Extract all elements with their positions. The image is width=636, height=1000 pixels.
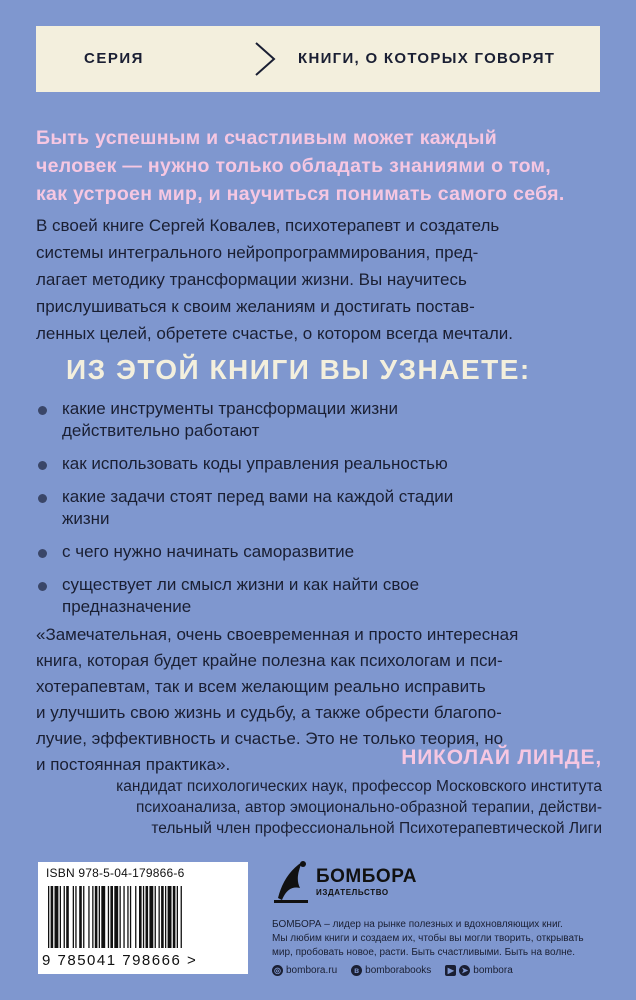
- intro-line: прислушиваться к своим желаниям и достигать постав-: [36, 297, 475, 316]
- intro-line: лагает методику трансформации жизни. Вы научитесь: [36, 270, 467, 289]
- list-item: [36, 398, 606, 442]
- bio-line: психоанализа, автор эмоционально-образной терапии, действи-: [136, 799, 602, 816]
- publisher-line: БОМБОРА – лидер на рынке полезных и вдохновляющих книг.: [272, 919, 563, 930]
- intro-line: ленных целей, обретете счастье, о котором всегда мечтали.: [36, 324, 514, 343]
- publisher-line: Мы любим книги и создаем их, чтобы вы могли творить, открывать: [272, 933, 584, 944]
- lead-paragraph: [36, 124, 606, 208]
- vk-icon: в: [351, 965, 362, 976]
- quote-line: лучие, эффективность и счастье. Это не только теория, но: [36, 729, 504, 748]
- publisher-logo: [272, 858, 432, 908]
- publisher-subtitle: ИЗДАТЕЛЬСТВО: [316, 888, 389, 897]
- series-name: КНИГИ, О КОТОРЫХ ГОВОРЯТ: [298, 50, 556, 67]
- list-item-line: как использовать коды управления реальностью: [62, 454, 448, 473]
- list-item: [36, 453, 606, 475]
- barcode-icon: [46, 886, 240, 948]
- lead-line: человек — нужно только обладать знаниями о том,: [36, 155, 551, 177]
- intro-paragraph: [36, 212, 606, 347]
- social-text: bombora: [473, 964, 513, 976]
- quote-line: хотерапевтам, так и всем желающим реально исправить: [36, 677, 486, 696]
- quote-line: книга, которая будет крайне полезна как психологам и пси-: [36, 651, 503, 670]
- youtube-icon: ▶: [445, 965, 456, 976]
- telegram-icon: ➤: [459, 965, 470, 976]
- learn-heading: ИЗ ЭТОЙ КНИГИ ВЫ УЗНАЕТЕ:: [66, 354, 531, 385]
- list-item-line: какие инструменты трансформации жизни: [62, 399, 398, 418]
- bio-line: тельный член профессиональной Психотерапевтической Лиги: [151, 820, 602, 837]
- lead-line: Быть успешным и счастливым может каждый: [36, 127, 497, 149]
- list-item-line: с чего нужно начинать саморазвитие: [62, 542, 355, 561]
- chevron-right-icon: [244, 39, 284, 79]
- bombora-logo-icon: [272, 858, 312, 904]
- learn-list: [36, 398, 606, 629]
- social-links: [272, 962, 527, 978]
- list-item: [36, 541, 606, 563]
- review-author-bio: [32, 776, 602, 839]
- lead-line: как устроен мир, и научиться понимать самого себя.: [36, 183, 565, 205]
- social-link-vk[interactable]: [351, 965, 431, 976]
- barcode-digits: 9 785041 798666 >: [42, 952, 198, 969]
- list-item-line: существует ли смысл жизни и как найти свое: [62, 575, 420, 594]
- instagram-icon: ◎: [272, 965, 283, 976]
- list-item-line: действительно работают: [62, 421, 260, 440]
- bio-line: кандидат психологических наук, профессор Московского института: [116, 778, 602, 795]
- quote-line: и улучшить свою жизнь и судьбу, а также обрести благопо-: [36, 703, 502, 722]
- publisher-name: БОМБОРА: [316, 866, 417, 887]
- publisher-line: мир, пробовать новое, расти. Быть счастливыми. Быть на волне.: [272, 947, 576, 958]
- social-text: bombora.ru: [286, 964, 338, 976]
- social-link-bombora[interactable]: [445, 965, 512, 976]
- social-text: bomborabooks: [365, 964, 432, 976]
- series-band: [36, 26, 600, 92]
- list-item-line: какие задачи стоят перед вами на каждой стадии: [62, 487, 454, 506]
- list-item-line: предназначение: [62, 597, 192, 616]
- list-item: [36, 574, 606, 618]
- list-item-line: жизни: [62, 509, 110, 528]
- intro-line: В своей книге Сергей Ковалев, психотерапевт и создатель: [36, 216, 500, 235]
- publisher-description: [272, 918, 612, 960]
- barcode-box: [38, 862, 248, 974]
- intro-line: системы интегрального нейропрограммирования, пред-: [36, 243, 479, 262]
- quote-line: и постоянная практика».: [36, 755, 231, 774]
- series-label: СЕРИЯ: [84, 50, 144, 67]
- list-item: [36, 486, 606, 530]
- social-link-site[interactable]: [272, 965, 337, 976]
- quote-line: «Замечательная, очень своевременная и просто интересная: [36, 625, 519, 644]
- isbn: ISBN 978-5-04-179866-6: [46, 866, 185, 880]
- review-author-name: НИКОЛАЙ ЛИНДЕ,: [401, 746, 602, 769]
